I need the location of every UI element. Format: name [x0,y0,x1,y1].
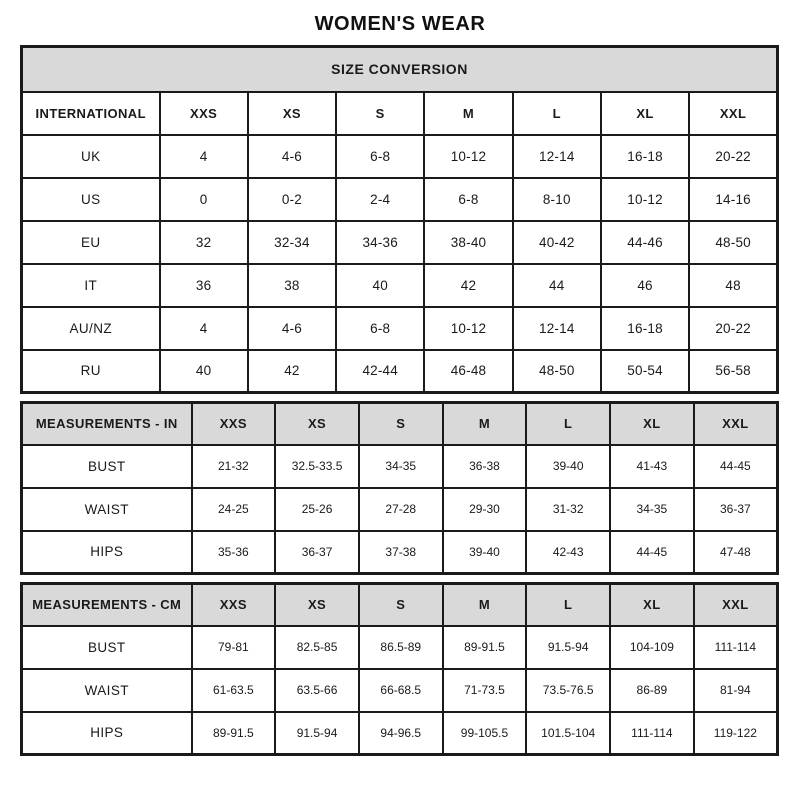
table-cell: 91.5-94 [275,712,359,755]
table-cell: 4-6 [248,307,336,350]
column-header: L [526,403,610,445]
table-label-measurements-cm: MEASUREMENTS - CM [22,584,192,626]
column-header: M [443,403,527,445]
table-cell: 35-36 [192,531,276,574]
table-cell: 46-48 [424,350,512,393]
table-cell: 73.5-76.5 [526,669,610,712]
table-cell: 4 [160,307,248,350]
row-header: IT [22,264,160,307]
table-cell: 44-45 [694,445,778,488]
table-row [22,531,778,574]
table-cell: 6-8 [336,135,424,178]
table-cell: 44-45 [610,531,694,574]
table-cell: 4 [160,135,248,178]
row-header: BUST [22,626,192,669]
row-header: WAIST [22,669,192,712]
table-cell: 32.5-33.5 [275,445,359,488]
size-conversion-section [20,45,780,394]
table-cell: 6-8 [424,178,512,221]
table-cell: 63.5-66 [275,669,359,712]
table-cell: 14-16 [689,178,777,221]
table-row [22,488,778,531]
table-cell: 32 [160,221,248,264]
table-cell: 48-50 [513,350,601,393]
table-cell: 42 [424,264,512,307]
table-cell: 48-50 [689,221,777,264]
table-cell: 24-25 [192,488,276,531]
table-cell: 34-36 [336,221,424,264]
table-cell: 71-73.5 [443,669,527,712]
header-row [22,92,778,135]
table-row [22,350,778,393]
table-cell: 16-18 [601,135,689,178]
table-gap [20,394,780,401]
table-cell: 8-10 [513,178,601,221]
row-header: RU [22,350,160,393]
table-cell: 99-105.5 [443,712,527,755]
measurements-in-table [20,401,779,575]
table-cell: 40 [336,264,424,307]
table-cell: 16-18 [601,307,689,350]
table-row [22,712,778,755]
table-cell: 82.5-85 [275,626,359,669]
measurements-cm-section [20,582,780,756]
table-cell: 111-114 [610,712,694,755]
table-cell: 86-89 [610,669,694,712]
table-cell: 4-6 [248,135,336,178]
row-header: HIPS [22,531,192,574]
table-cell: 94-96.5 [359,712,443,755]
table-cell: 42-43 [526,531,610,574]
table-cell: 36-38 [443,445,527,488]
table-caption-size-conversion: SIZE CONVERSION [22,47,778,92]
table-row [22,264,778,307]
column-header: XXL [694,403,778,445]
table-cell: 47-48 [694,531,778,574]
table-cell: 40 [160,350,248,393]
table-cell: 6-8 [336,307,424,350]
table-gap [20,575,780,582]
table-cell: 31-32 [526,488,610,531]
table-cell: 39-40 [443,531,527,574]
column-header: XS [248,92,336,135]
table-cell: 44 [513,264,601,307]
table-cell: 56-58 [689,350,777,393]
table-cell: 37-38 [359,531,443,574]
table-cell: 10-12 [424,307,512,350]
table-cell: 40-42 [513,221,601,264]
table-cell: 36-37 [694,488,778,531]
column-header: XXS [192,584,276,626]
table-cell: 2-4 [336,178,424,221]
column-header: XL [610,584,694,626]
table-row [22,135,778,178]
table-cell: 36 [160,264,248,307]
header-row [22,584,778,626]
column-header: L [526,584,610,626]
table-cell: 89-91.5 [443,626,527,669]
column-header: XXL [694,584,778,626]
table-cell: 50-54 [601,350,689,393]
table-cell: 101.5-104 [526,712,610,755]
table-cell: 42 [248,350,336,393]
table-cell: 10-12 [424,135,512,178]
table-cell: 119-122 [694,712,778,755]
table-row [22,669,778,712]
column-header: S [359,403,443,445]
header-row [22,403,778,445]
table-row [22,445,778,488]
table-label-size-conversion: INTERNATIONAL [22,92,160,135]
measurements-cm-table [20,582,779,756]
caption-row [22,47,778,92]
table-cell: 10-12 [601,178,689,221]
column-header: L [513,92,601,135]
column-header: S [359,584,443,626]
row-header: WAIST [22,488,192,531]
table-cell: 48 [689,264,777,307]
table-cell: 21-32 [192,445,276,488]
column-header: XS [275,403,359,445]
table-cell: 81-94 [694,669,778,712]
table-cell: 20-22 [689,307,777,350]
table-cell: 25-26 [275,488,359,531]
table-cell: 12-14 [513,307,601,350]
column-header: XXS [192,403,276,445]
table-cell: 111-114 [694,626,778,669]
column-header: XXL [689,92,777,135]
table-label-measurements-in: MEASUREMENTS - IN [22,403,192,445]
table-cell: 12-14 [513,135,601,178]
table-cell: 44-46 [601,221,689,264]
row-header: US [22,178,160,221]
table-row [22,626,778,669]
table-cell: 41-43 [610,445,694,488]
row-header: AU/NZ [22,307,160,350]
table-cell: 34-35 [610,488,694,531]
page-title: WOMEN'S WEAR [314,13,486,35]
table-cell: 39-40 [526,445,610,488]
table-row [22,221,778,264]
table-cell: 20-22 [689,135,777,178]
measurements-in-section [20,401,780,575]
row-header: EU [22,221,160,264]
table-cell: 42-44 [336,350,424,393]
table-cell: 89-91.5 [192,712,276,755]
table-cell: 61-63.5 [192,669,276,712]
table-cell: 104-109 [610,626,694,669]
table-cell: 86.5-89 [359,626,443,669]
table-cell: 46 [601,264,689,307]
table-cell: 0 [160,178,248,221]
column-header: M [443,584,527,626]
row-header: UK [22,135,160,178]
table-cell: 36-37 [275,531,359,574]
table-cell: 34-35 [359,445,443,488]
table-cell: 29-30 [443,488,527,531]
column-header: XS [275,584,359,626]
table-cell: 91.5-94 [526,626,610,669]
table-row [22,178,778,221]
table-cell: 38-40 [424,221,512,264]
column-header: M [424,92,512,135]
size-conversion-table [20,45,779,394]
table-cell: 79-81 [192,626,276,669]
table-cell: 66-68.5 [359,669,443,712]
table-cell: 0-2 [248,178,336,221]
table-row [22,307,778,350]
row-header: BUST [22,445,192,488]
table-cell: 38 [248,264,336,307]
column-header: XL [610,403,694,445]
table-cell: 27-28 [359,488,443,531]
column-header: S [336,92,424,135]
table-cell: 32-34 [248,221,336,264]
column-header: XL [601,92,689,135]
column-header: XXS [160,92,248,135]
row-header: HIPS [22,712,192,755]
